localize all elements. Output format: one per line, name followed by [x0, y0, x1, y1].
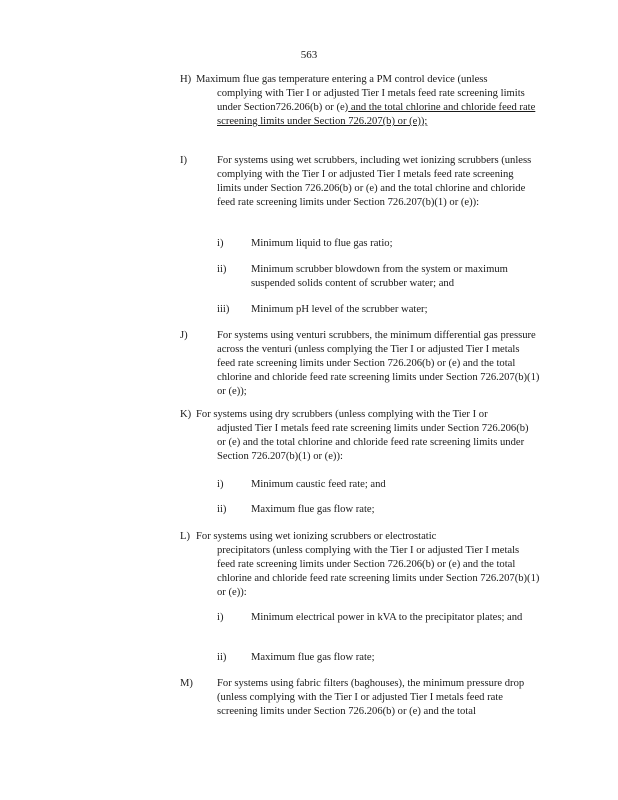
item-text: For systems using fabric filters (baghouses), the minimum pressure drop (unless complying with the Tier I or adjusted Tier I metals feed rate screening limits under Section 726.206(b) or (e) and the total: [217, 678, 525, 717]
sub-item: [217, 651, 537, 665]
item-lead: Maximum flue gas temperature entering a PM control device (unless: [196, 74, 488, 85]
sub-item-text: Minimum liquid to flue gas ratio;: [251, 238, 393, 249]
sub-item-text: Maximum flue gas flow rate;: [251, 652, 375, 663]
item-i: [180, 154, 540, 210]
item-text: complying with Tier I or adjusted Tier I metals feed rate screening limits under Section726.206(b) or (e): [217, 88, 525, 113]
sub-item-text: Minimum electrical power in kVA to the precipitator plates; and: [251, 612, 523, 623]
sub-item: [217, 478, 537, 492]
item-lead: For systems using wet ionizing scrubbers or electrostatic: [196, 531, 437, 542]
sub-item-text: Maximum flue gas flow rate;: [251, 504, 375, 515]
item-text: For systems using wet scrubbers, including wet ionizing scrubbers (unless complying with the Tier I or adjusted Tier I metals feed rate screening limits under Section 726.206(b) or (e) and the total chlorine and chloride feed rate screening limits under Section 726.207(b)(1) or (e)):: [217, 155, 532, 208]
underlined-amendment: and the total chlorine and chloride feed rate screening limits under Section 726.207(b) or (e));: [217, 102, 536, 127]
sub-item-text: Minimum pH level of the scrubber water;: [251, 304, 428, 315]
sub-item-number: ii): [217, 652, 227, 663]
sub-item: [217, 303, 537, 317]
sub-item: [217, 503, 537, 517]
item-label: J): [180, 330, 188, 341]
sub-item: [217, 237, 537, 251]
item-label: I): [180, 155, 188, 166]
item-l: [180, 530, 540, 600]
item-text: adjusted Tier I metals feed rate screening limits under Section 726.206(b) or (e) and the total chlorine and chloride feed rate screening limits under Section 726.207(b)(1) or (e)):: [217, 423, 529, 462]
item-lead: For systems using dry scrubbers (unless complying with the Tier I or: [196, 409, 488, 420]
sub-item-number: i): [217, 612, 224, 623]
item-label: H): [180, 74, 192, 85]
item-j: [180, 329, 540, 399]
item-text: For systems using venturi scrubbers, the minimum differential gas pressure across the venturi (unless complying the Tier I or adjusted Tier I metals feed rate screening limits under Section 726.206(b) or (e) and the total chlorine and chloride feed rate screening limits under Section 726.207(b)(1) or (e));: [217, 330, 540, 397]
item-k: [180, 408, 540, 464]
item-label: M): [180, 678, 193, 689]
page-number: 563: [300, 49, 318, 61]
sub-item-number: i): [217, 238, 224, 249]
sub-item-number: ii): [217, 504, 227, 515]
sub-item-number: i): [217, 479, 224, 490]
sub-item: [217, 263, 537, 291]
item-label: K): [180, 409, 192, 420]
sub-item: [217, 611, 537, 625]
sub-item-number: ii): [217, 264, 227, 275]
sub-item-number: iii): [217, 304, 230, 315]
item-m: [180, 677, 540, 719]
item-h: [180, 73, 540, 129]
item-label: L): [180, 531, 190, 542]
sub-item-text: Minimum caustic feed rate; and: [251, 479, 386, 490]
sub-item-text: Minimum scrubber blowdown from the system or maximum suspended solids content of scrubber water; and: [251, 264, 508, 289]
item-text: precipitators (unless complying with the Tier I or adjusted Tier I metals feed rate screening limits under Section 726.206(b) or (e) and the total chlorine and chloride feed rate screening limits under Section 726.207(b)(1) or (e)):: [217, 545, 540, 598]
